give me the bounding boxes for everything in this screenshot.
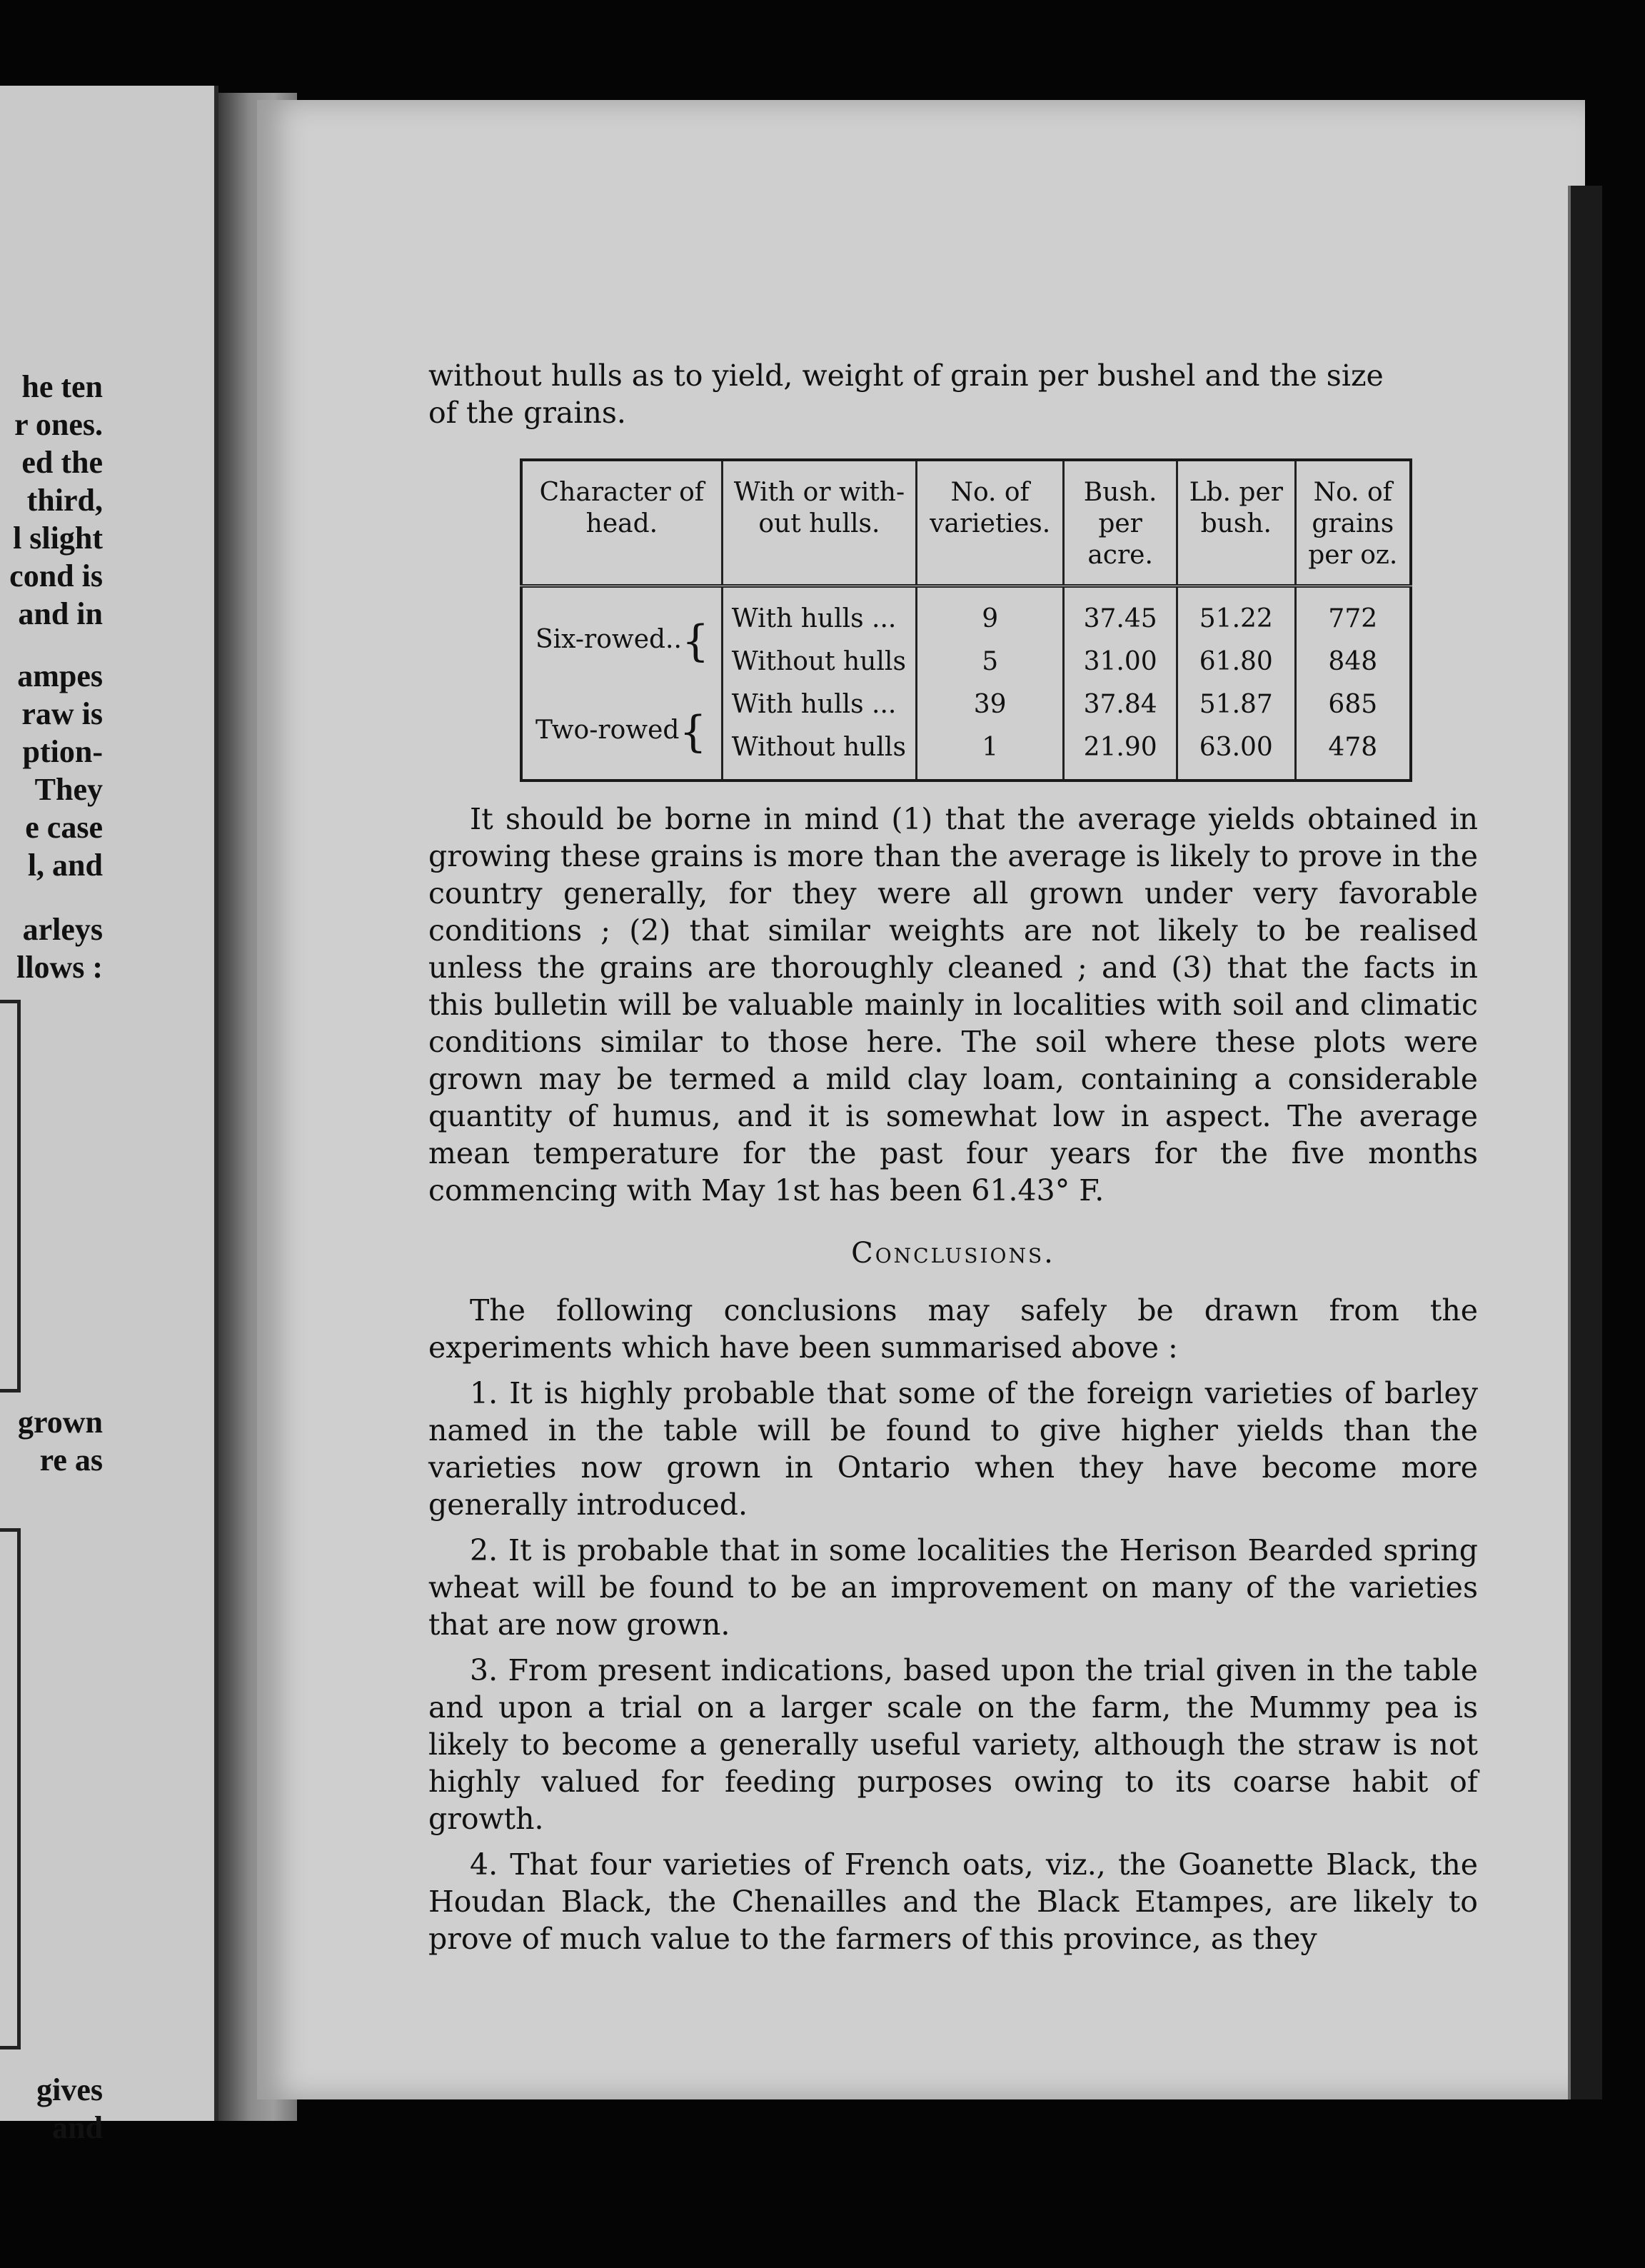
left-text-line: gives — [36, 2072, 103, 2107]
table-row — [521, 586, 1411, 641]
table-row — [521, 683, 1411, 726]
left-text-line: and — [52, 2110, 103, 2145]
col-header-varieties: No. of varieties. — [917, 460, 1064, 586]
bush-cell: 31.00 — [1064, 641, 1177, 683]
left-text-line: he ten — [21, 369, 103, 404]
left-text-line: l slight — [13, 521, 103, 556]
lb-cell: 61.80 — [1177, 641, 1296, 683]
hulls-cell: Without hulls — [722, 726, 916, 781]
bush-cell: 37.84 — [1064, 683, 1177, 726]
left-text-line: arleys — [22, 912, 103, 947]
left-text-line: re as — [39, 1442, 103, 1477]
conclusion-item: 4. That four varieties of French oats, viz., the Goanette Black, the Houdan Black, the Chenailles and the Black Etampes, are likely to prove of much value to the farmers of this province, as they — [428, 1847, 1478, 1956]
hulls-cell: With hulls ... — [722, 683, 916, 726]
table-header-row — [521, 460, 1411, 586]
left-text-line: l, and — [27, 848, 103, 883]
left-page-fragment-top — [0, 368, 103, 633]
bush-cell: 37.45 — [1064, 586, 1177, 641]
lb-cell: 63.00 — [1177, 726, 1296, 781]
col-header-lb-per-bush: Lb. per bush. — [1177, 460, 1296, 586]
conclusions-heading: Conclusions. — [851, 1237, 1055, 1270]
grains-cell: 685 — [1328, 690, 1378, 719]
left-text-line: and in — [18, 596, 103, 631]
hulls-cell: Without hulls — [722, 641, 916, 683]
conclusions-intro: The following conclusions may safely be drawn from the experiments which have been summarised above : — [428, 1293, 1478, 1365]
barley-table — [520, 458, 1412, 782]
varieties-cell: 1 — [917, 726, 1064, 781]
left-text-line: raw is — [21, 696, 103, 731]
grains-cell: 478 — [1328, 733, 1378, 762]
character-label: Two-rowed — [535, 716, 680, 745]
page-content — [428, 357, 1478, 1966]
left-page — [0, 86, 218, 2145]
left-table-border-2 — [0, 1528, 21, 2049]
conclusion-item: 2. It is probable that in some localities the Herison Bearded spring wheat will be found to be an improvement on many of the varieties that are now grown. — [428, 1533, 1478, 1642]
left-page-fragment-low — [0, 1403, 103, 1479]
varieties-cell: 39 — [917, 683, 1064, 726]
left-text-line: ed the — [21, 445, 103, 480]
left-table-border — [0, 1000, 21, 1393]
left-text-line: llows : — [16, 950, 103, 985]
character-label: Six-rowed.. — [535, 625, 682, 654]
col-header-grains-per-oz: No. of grains per oz. — [1295, 460, 1411, 586]
brace-glyph: { — [681, 616, 710, 666]
left-text-line: e case — [25, 810, 103, 845]
notes-paragraph: It should be borne in mind (1) that the average yields obtained in growing these grains is more than the average is likely to prove in the country generally, for they were all grown under very favorable conditions ; (2) that similar weights are not likely to be realised unless the grains are thoroughly cleaned ; and (3) that the facts in this bulletin will be valuable mainly in localities with soil and climatic conditions similar to those here. The soil where these plots were grown may be termed a mild clay loam, containing a considerable quantity of humus, and it is somewhat low in aspect. The average mean temperature for the past four years for the five months commencing with May 1st has been 61.43° F. — [428, 802, 1478, 1208]
conclusion-item: 3. From present indications, based upon the trial given in the table and upon a trial on a larger scale on the farm, the Mummy pea is likely to become a generally useful variety, although the straw is not highly valued for feeding purposes owing to its coarse habit of growth. — [428, 1653, 1478, 1836]
lb-cell: 51.87 — [1177, 683, 1296, 726]
left-text-line: grown — [18, 1405, 103, 1440]
left-page-fragment-bottom — [0, 2071, 103, 2147]
lb-cell: 51.22 — [1177, 586, 1296, 641]
intro-text — [428, 357, 1478, 431]
intro-line: of the grains. — [428, 396, 626, 430]
character-cell — [521, 683, 722, 781]
left-text-line: cond is — [9, 558, 103, 593]
left-text-line: ampes — [17, 658, 103, 693]
left-text-line: third, — [26, 483, 103, 518]
col-header-hulls: With or with-out hulls. — [722, 460, 916, 586]
grains-cell: 848 — [1328, 647, 1378, 676]
brace-glyph: { — [679, 707, 707, 757]
left-text-line: They — [34, 772, 103, 807]
left-text-line: r ones. — [14, 407, 103, 442]
page-edge — [1568, 186, 1602, 2099]
col-header-character: Character of head. — [521, 460, 722, 586]
bush-cell: 21.90 — [1064, 726, 1177, 781]
hulls-cell: With hulls ... — [722, 586, 916, 641]
varieties-cell: 5 — [917, 641, 1064, 683]
left-page-fragment-mid2 — [0, 910, 103, 986]
conclusion-item: 1. It is highly probable that some of the foreign varieties of barley named in the table will be found to give higher yields than the varieties now grown in Ontario when they have become more generally introduced. — [428, 1376, 1478, 1522]
intro-line: without hulls as to yield, weight of grain per bushel and the size — [428, 358, 1384, 393]
grains-cell: 772 — [1328, 604, 1378, 633]
left-text-line: ption- — [22, 734, 103, 769]
varieties-cell: 9 — [917, 586, 1064, 641]
left-page-fragment-mid — [0, 657, 103, 884]
col-header-bush-per-acre: Bush. per acre. — [1064, 460, 1177, 586]
character-cell — [521, 586, 722, 684]
